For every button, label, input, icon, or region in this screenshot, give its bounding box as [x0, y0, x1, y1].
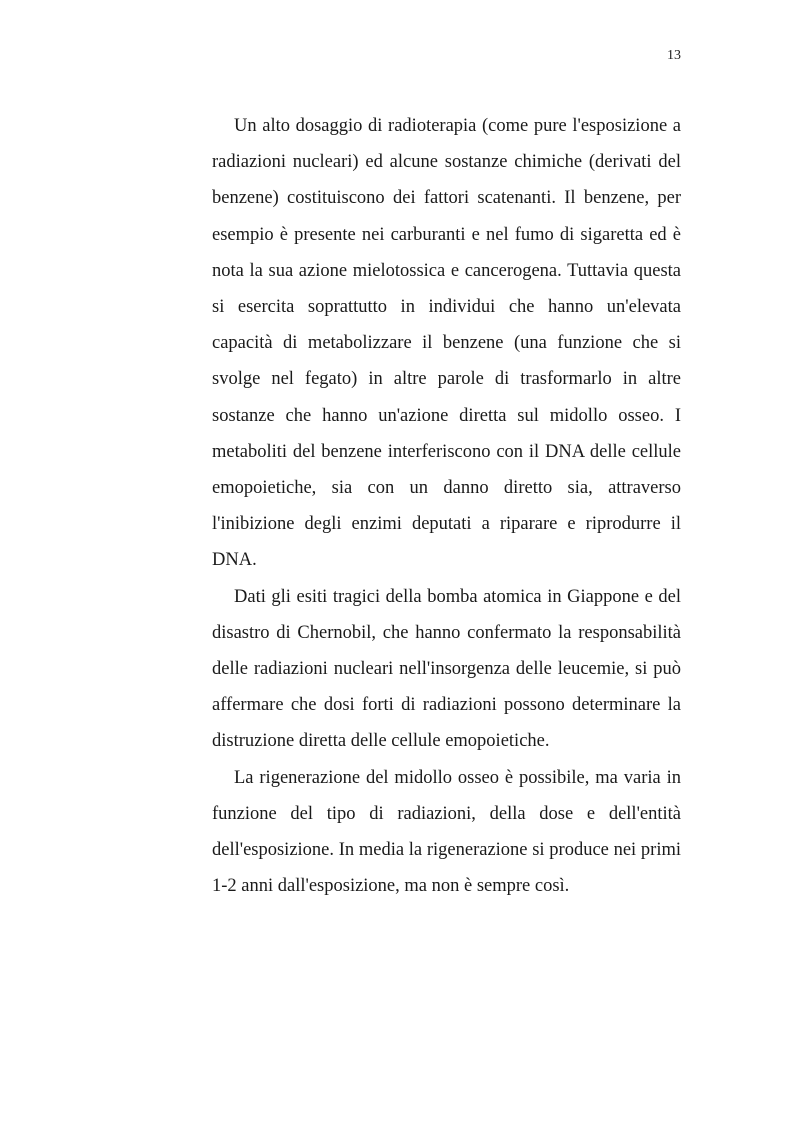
paragraph-atomic-bomb-chernobil: Dati gli esiti tragici della bomba atomica in Giappone e del disastro di Chernobil, che hanno confermato la responsabilità delle radiazioni nucleari nell'insorgenza delle leucemie, si può affermare che dosi forti di radiazioni possono determinare la distruzione diretta delle cellule emopoietiche.	[212, 586, 681, 752]
paragraph-radiation-benzene: Un alto dosaggio di radioterapia (come pure l'esposizione a radiazioni nucleari) ed alcune sostanze chimiche (derivati del benzene) costituiscono dei fattori scatenanti. Il benzene, per esempio è presente nei carburanti e nel fumo di sigaretta ed è nota la sua azione mielotossica e cancerogena. Tuttavia questa si esercita soprattutto in individui che hanno un'elevata capacità di metabolizzare il benzene (una funzione che si svolge nel fegato) in altre parole di trasformarlo in altre sostanze che hanno un'azione diretta sul midollo osseo. I metaboliti del benzene interferiscono con il DNA delle cellule emopoietiche, sia con un danno diretto sia, attraverso l'inibizione degli enzimi deputati a riparare e riprodurre il DNA.	[212, 116, 681, 571]
page-number: 13	[667, 48, 681, 63]
paragraph-marrow-regeneration: La rigenerazione del midollo osseo è possibile, ma varia in funzione del tipo di radiazioni, della dose e dell'entità dell'esposizione. In media la rigenerazione si produce nei primi 1-2 anni dall'esposizione, ma non è sempre così.	[212, 767, 681, 897]
body-text	[212, 108, 681, 904]
